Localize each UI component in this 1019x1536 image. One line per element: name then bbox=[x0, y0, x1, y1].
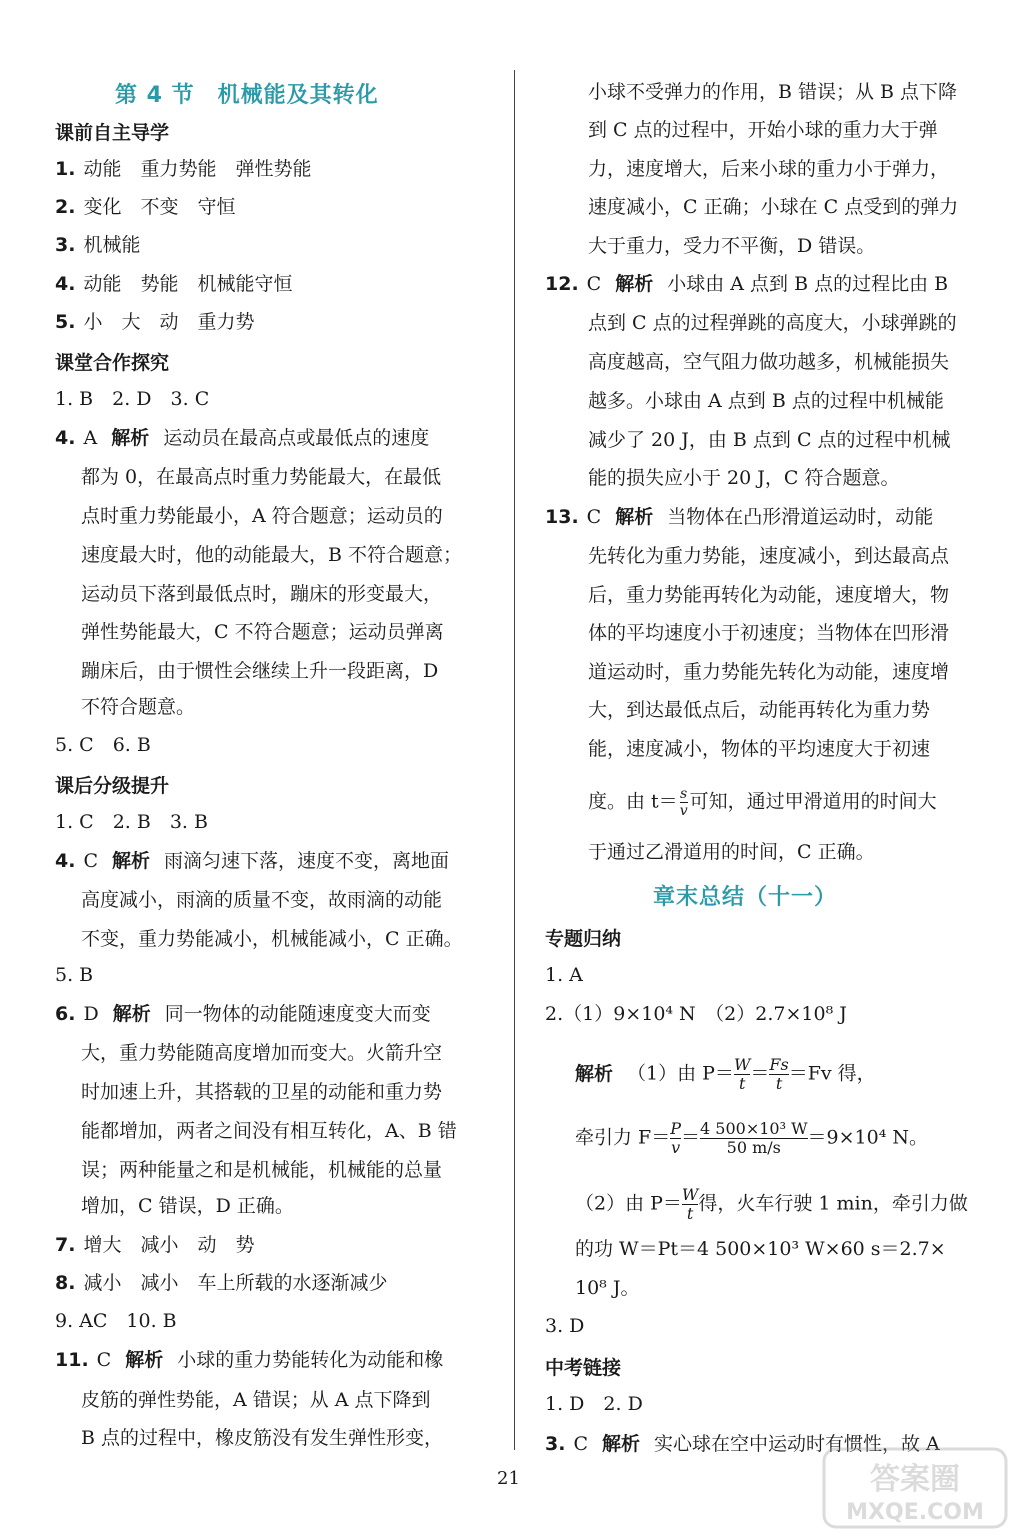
formula-line: 牵引力 F＝ $\frac{P}{v}$ ＝ $\frac{\text{4 500×10³ W}}{50 m/s}$ ＝9×10⁴ N。 bbox=[575, 1119, 928, 1157]
answer-line: 4. 动能 势能 机械能守恒 bbox=[55, 273, 293, 295]
explanation-line: 先转化为重力势能，速度减小，到达最高点 bbox=[588, 545, 950, 567]
explanation-line: 速度减小，C 正确；小球在 C 点受到的弹力 bbox=[588, 196, 959, 218]
section-title: 第 4 节 机械能及其转化 bbox=[115, 83, 379, 108]
explanation-line: 道运动时，重力势能先转化为动能，速度增 bbox=[588, 661, 950, 683]
answer-line: 13. C 解析 当物体在凸形滑道运动时，动能 bbox=[545, 506, 934, 528]
explanation-line: 不变，重力势能减小，机械能减小，C 正确。 bbox=[81, 928, 463, 950]
explanation-line: 时加速上升，其搭载的卫星的动能和重力势 bbox=[81, 1081, 443, 1103]
heading-topics: 专题归纳 bbox=[545, 928, 622, 950]
answer-line: 5. B bbox=[55, 964, 94, 986]
answer-line: 3. C 解析 实心球在空中运动时有惯性，故 A bbox=[545, 1433, 940, 1455]
formula-line: 解析 （1）由 P＝ $\frac{W}{t}$ ＝ $\frac{Fs}{t}$ ＝Fv 得， bbox=[575, 1055, 876, 1093]
explanation-line: 大，重力势能随高度增加而变大。火箭升空 bbox=[81, 1042, 443, 1064]
explanation-line: 点到 C 点的过程弹跳的高度大，小球弹跳的 bbox=[588, 312, 957, 334]
answer-line: 4. C 解析 雨滴匀速下落，速度不变，离地面 bbox=[55, 850, 450, 872]
heading-preclass: 课前自主导学 bbox=[55, 122, 170, 144]
explanation-line: 不符合题意。 bbox=[81, 696, 196, 718]
answer-line: 3. 机械能 bbox=[55, 234, 141, 256]
explanation-line: 点时重力势能最小，A 符合题意；运动员的 bbox=[81, 505, 443, 527]
explanation-line: 10⁸ J。 bbox=[575, 1277, 640, 1299]
explanation-line: 弹性势能最大，C 不符合题意；运动员弹离 bbox=[81, 621, 444, 643]
heading-afterclass: 课后分级提升 bbox=[55, 775, 170, 797]
explanation-line: 能，速度减小，物体的平均速度大于初速 bbox=[588, 738, 931, 760]
answer-line: 9. AC 10. B bbox=[55, 1310, 177, 1332]
answer-line: 2.（1）9×10⁴ N （2）2.7×10⁸ J bbox=[545, 1003, 847, 1025]
explanation-line: B 点的过程中，橡皮筋没有发生弹性形变， bbox=[81, 1427, 444, 1449]
explanation-line: 到 C 点的过程中，开始小球的重力大于弹 bbox=[588, 119, 938, 141]
chapter-summary-title: 章末总结（十一） bbox=[653, 885, 838, 910]
explanation-line: 都为 0，在最高点时重力势能最大，在最低 bbox=[81, 466, 442, 488]
explanation-line: 蹦床后，由于惯性会继续上升一段距离，D bbox=[81, 660, 439, 682]
explanation-line: 大，到达最低点后，动能再转化为重力势 bbox=[588, 699, 931, 721]
explanation-line: 于通过乙滑道用的时间，C 正确。 bbox=[588, 841, 875, 863]
answer-line: 1. B 2. D 3. C bbox=[55, 388, 210, 410]
explanation-line: 误；两种能量之和是机械能，机械能的总量 bbox=[81, 1159, 443, 1181]
svg-text:MXQE.COM: MXQE.COM bbox=[846, 1500, 984, 1525]
answer-line: 5. 小 大 动 重力势 bbox=[55, 311, 255, 333]
column-divider bbox=[514, 70, 515, 1450]
explanation-line: 越多。小球由 A 点到 B 点的过程中机械能 bbox=[588, 390, 944, 412]
explanation-line: 大于重力，受力不平衡，D 错误。 bbox=[588, 235, 876, 257]
answer-line: 2. 变化 不变 守恒 bbox=[55, 196, 236, 218]
answer-line: 3. D bbox=[545, 1315, 585, 1337]
answer-line: 1. C 2. B 3. B bbox=[55, 811, 208, 833]
watermark-logo bbox=[820, 1445, 1010, 1531]
answer-line: 1. D 2. D bbox=[545, 1393, 643, 1415]
page-number: 21 bbox=[497, 1468, 520, 1489]
answer-line: 6. D 解析 同一物体的动能随速度变大而变 bbox=[55, 1003, 431, 1025]
explanation-line: 小球不受弹力的作用，B 错误；从 B 点下降 bbox=[588, 81, 958, 103]
explanation-line: 能的损失应小于 20 J，C 符合题意。 bbox=[588, 467, 900, 489]
heading-exam-link: 中考链接 bbox=[545, 1357, 622, 1379]
answer-line: 1. 动能 重力势能 弹性势能 bbox=[55, 158, 312, 180]
explanation-line: 能都增加，两者之间没有相互转化，A、B 错 bbox=[81, 1120, 457, 1142]
explanation-line: 皮筋的弹性势能，A 错误；从 A 点下降到 bbox=[81, 1389, 431, 1411]
explanation-line: 度。由 t＝ $\frac{s}{v}$ 可知，通过甲滑道用的时间大 bbox=[588, 786, 937, 819]
explanation-line: 体的平均速度小于初速度；当物体在凹形滑 bbox=[588, 622, 950, 644]
explanation-line: 增加，C 错误，D 正确。 bbox=[81, 1195, 294, 1217]
answer-line: 5. C 6. B bbox=[55, 734, 151, 756]
answer-line: 1. A bbox=[545, 964, 583, 986]
answer-line: 8. 减小 减小 车上所载的水逐渐减少 bbox=[55, 1272, 388, 1294]
answer-line: 11. C 解析 小球的重力势能转化为动能和橡 bbox=[55, 1349, 444, 1371]
answer-line: 12. C 解析 小球由 A 点到 B 点的过程比由 B bbox=[545, 273, 949, 295]
answer-line: 4. A 解析 运动员在最高点或最低点的速度 bbox=[55, 427, 430, 449]
explanation-line: 高度越高，空气阻力做功越多，机械能损失 bbox=[588, 351, 950, 373]
formula-line: （2）由 P＝ $\frac{W}{t}$ 得，火车行驶 1 min，牵引力做 bbox=[575, 1185, 968, 1223]
svg-text:答案圈: 答案圈 bbox=[870, 1462, 960, 1497]
explanation-line: 运动员下落到最低点时，蹦床的形变最大， bbox=[81, 583, 443, 605]
heading-inclass: 课堂合作探究 bbox=[55, 352, 170, 374]
explanation-line: 力，速度增大，后来小球的重力小于弹力， bbox=[588, 158, 950, 180]
explanation-line: 减少了 20 J，由 B 点到 C 点的过程中机械 bbox=[588, 429, 951, 451]
explanation-line: 高度减小，雨滴的质量不变，故雨滴的动能 bbox=[81, 889, 443, 911]
explanation-line: 后，重力势能再转化为动能，速度增大，物 bbox=[588, 584, 950, 606]
explanation-line: 速度最大时，他的动能最大，B 不符合题意； bbox=[81, 544, 463, 566]
answer-line: 7. 增大 减小 动 势 bbox=[55, 1234, 255, 1256]
explanation-line: 的功 W＝Pt＝4 500×10³ W×60 s＝2.7× bbox=[575, 1238, 946, 1260]
